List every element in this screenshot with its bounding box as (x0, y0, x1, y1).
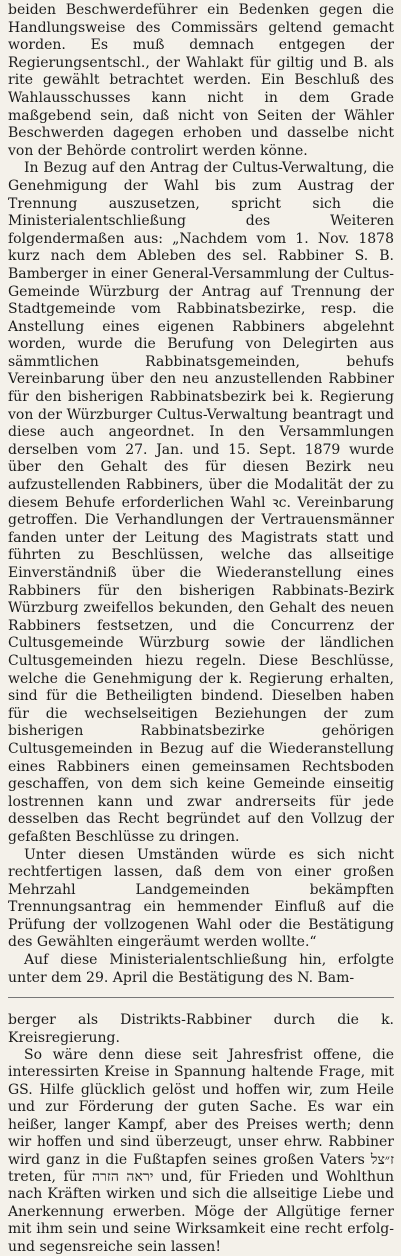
column-bottom (8, 1012, 394, 1256)
paragraph-circumstances: Unter diesen Umständen würde es sich nicht rechtfertigen lassen, daß dem von einer großen Mehrzahl Landgemeinden bekämpften Trennungsantrag ein hemmender Einfluß auf die Prüfung der vollzogenen Wahl oder die Bestätigung des Gewählten eingeräumt werden wollte.“ (8, 846, 394, 951)
paragraph-conclusion: So wäre denn diese seit Jahresfrist offene, die interessirten Kreise in Spannung haltende Frage, mit GS. Hilfe glücklich gelöst und hoffen wir, zum Heile und zur Förderung der guten Sache. Es war ein heißer, langer Kampf, aber des Preises werth; denn wir hoffen und sind überzeugt, unser ehrw. Rabbiner wird ganz in die Fußtapfen seines großen Vaters ז״צל treten, für יראה הזרה und, für Frieden und Wohlthun nach Kräften wirken und sich die allseitige Liebe und Anerkennung erwerben. Möge der Allgütige ferner mit ihm sein und seine Wirksamkeit eine recht erfolg- und segensreiche sein lassen! (8, 1047, 394, 1255)
column-divider (8, 997, 394, 998)
paragraph-district-rabbi: berger als Distrikts-Rabbiner durch die k. Kreisregierung. (8, 1012, 394, 1046)
paragraph-commissar-objection: beiden Beschwerdeführer ein Bedenken gegen die Handlungsweise des Commissärs geltend gemacht worden. Es muß demnach entgegen der Regierungsentschl., der Wahlakt für giltig und B. als rite gewählt betrachtet werden. Ein Beschluß des Wahlausschusses kann nicht in dem Grade maßgebend sein, daß nicht von Seiten der Wähler Beschwerden dagegen erhoben und dasselbe nicht von der Behörde controlirt werden könne. (8, 2, 394, 159)
column-top (8, 2, 394, 987)
paragraph-ministerial-decision: In Bezug auf den Antrag der Cultus-Verwaltung, die Genehmigung der Wahl bis zum Austrag der Trennung auszusetzen, spricht sich die Ministerialentschließung des Weiteren folgendermaßen aus: „Nachdem vom 1. Nov. 1878 kurz nach dem Ableben des sel. Rabbiner S. B. Bamberger in einer General-Versammlung der Cultus-Gemeinde Würzburg der Antrag auf Trennung der Stadtgemeinde vom Rabbinatsbezirke, resp. die Anstellung eines eigenen Rabbiners abgelehnt worden, wurde die Berufung von Delegirten aus sämmtlichen Rabbinatsgemeinden, behufs Vereinbarung über den neu anzustellenden Rabbiner für den bisherigen Rabbinatsbezirk bei k. Regierung von der Würzburger Cultus-Verwaltung beantragt und diese auch angeordnet. In den Versammlungen derselben vom 27. Jan. und 15. Sept. 1879 wurde über den Gehalt des für diesen Bezirk neu aufzustellenden Rabbiners, über die Modalität der zu diesem Behufe erforderlichen Wahl ꝛc. Vereinbarung getroffen. Die Verhandlungen der Vertrauensmänner fanden unter der Leitung des Magistrats statt und führten zu Beschlüssen, welche das allseitige Einverständniß über die Wiederanstellung eines Rabbiners für den bisherigen Rabbinats-Bezirk Würzburg zweifellos bekunden, den Gehalt des neuen Rabbiners festsetzen, und die Concurrenz der Cultusgemeinde Würzburg sowie der ländlichen Cultusgemeinden hiezu regeln. Diese Beschlüsse, welche die Genehmigung der k. Regierung erhalten, sind für die Betheiligten bindend. Dieselben haben für die wechselseitigen Beziehungen der zum bisherigen Rabbinatsbezirke gehörigen Cultusgemeinden in Bezug auf die Wiederanstellung eines Rabbiners einen gemeinsamen Rechtsboden geschaffen, von dem sich keine Gemeinde einseitig lostrennen kann und zwar andrerseits für jede desselben das Recht begründet auf den Vollzug der gefaßten Beschlüsse zu dringen. (8, 160, 394, 845)
paragraph-confirmation: Auf diese Ministerialentschließung hin, erfolgte unter dem 29. April die Bestätigung des N. Bam- (8, 952, 394, 986)
